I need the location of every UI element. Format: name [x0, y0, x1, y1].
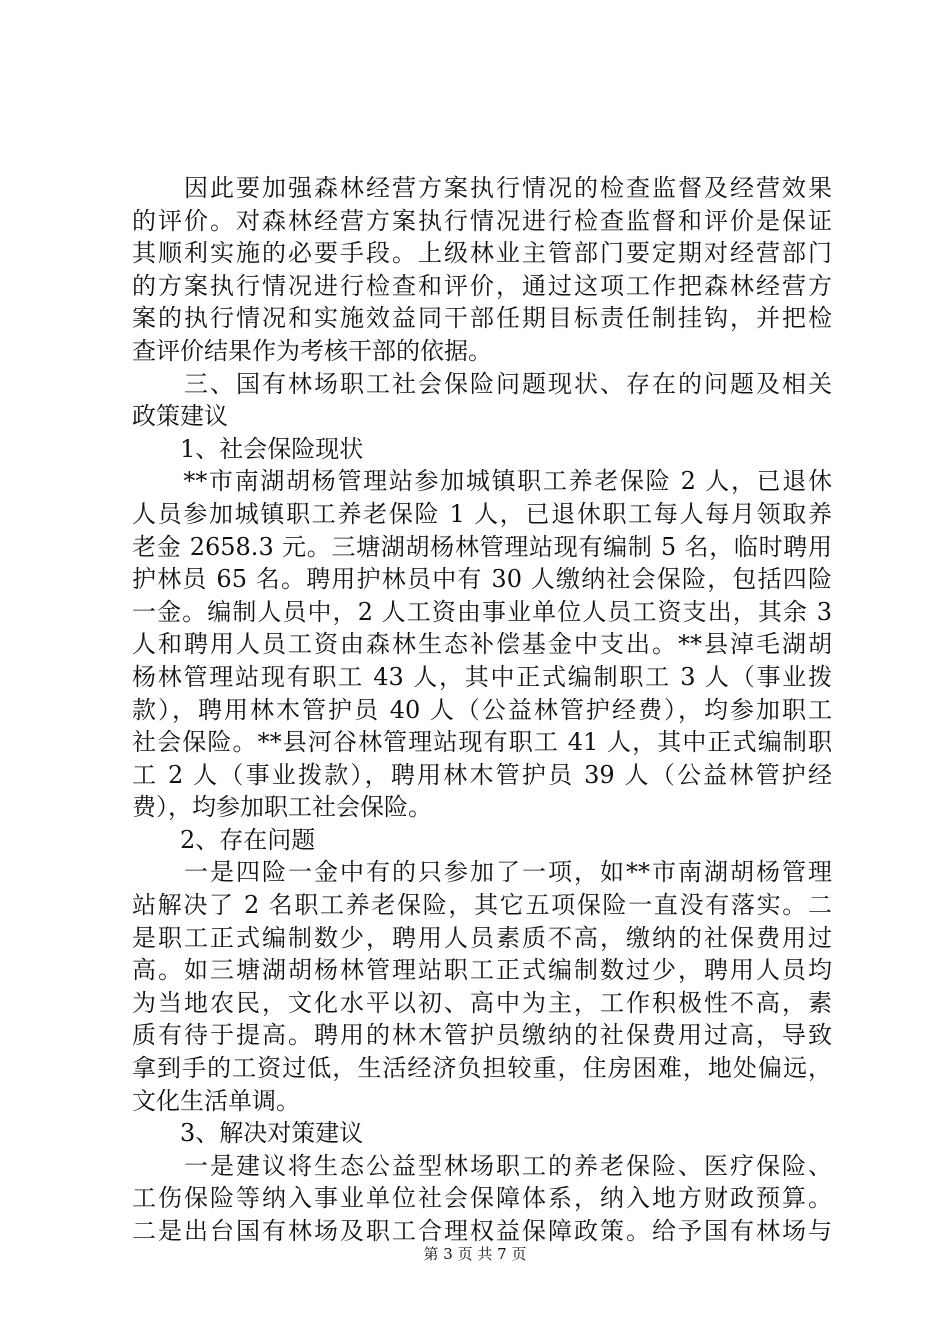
text-line: 是职工正式编制数少，聘用人员素质不高，缴纳的社保费用过: [132, 923, 832, 952]
text-line: 1、社会保险现状: [132, 434, 364, 463]
text-line: 拿到手的工资过低，生活经济负担较重，住房困难，地处偏远，: [132, 1054, 832, 1083]
text-line: 款），聘用林木管护员 40 人（公益林管护经费），均参加职工: [132, 695, 832, 724]
text-line: **市南湖胡杨管理站参加城镇职工养老保险 2 人，已退休: [132, 467, 832, 496]
text-line: 一是四险一金中有的只参加了一项，如**市南湖胡杨管理: [132, 858, 832, 887]
text-line: 三、国有林场职工社会保险问题现状、存在的问题及相关: [132, 369, 832, 398]
text-line: 护林员 65 名。聘用护林员中有 30 人缴纳社会保险，包括四险: [132, 565, 832, 594]
text-line: 政策建议: [132, 402, 228, 431]
text-line: 案的执行情况和实施效益同干部任期目标责任制挂钩，并把检: [132, 304, 832, 333]
text-line: 工 2 人（事业拨款），聘用林木管护员 39 人（公益林管护经: [132, 760, 832, 789]
text-line: 其顺利实施的必要手段。上级林业主管部门要定期对经营部门: [132, 239, 832, 268]
text-line: 的评价。对森林经营方案执行情况进行检查监督和评价是保证: [132, 206, 832, 235]
text-line: 人员参加城镇职工养老保险 1 人，已退休职工每人每月领取养: [132, 499, 832, 528]
page-number-label: 第 3 页 共 7 页: [423, 1245, 527, 1263]
text-line: 3、解决对策建议: [132, 1119, 364, 1148]
text-line: 2、存在问题: [132, 825, 316, 854]
text-line: 文化生活单调。: [132, 1086, 300, 1115]
text-line: 人和聘用人员工资由森林生态补偿基金中支出。**县淖毛湖胡: [132, 630, 832, 659]
text-line: 一是建议将生态公益型林场职工的养老保险、医疗保险、: [132, 1151, 832, 1180]
text-line: 一金。编制人员中，2 人工资由事业单位人员工资支出，其余 3: [132, 597, 832, 626]
text-line: 工伤保险等纳入事业单位社会保障体系，纳入地方财政预算。: [132, 1184, 832, 1213]
text-line: 站解决了 2 名职工养老保险，其它五项保险一直没有落实。二: [132, 891, 832, 920]
page-footer: [0, 1244, 950, 1264]
text-line: 查评价结果作为考核干部的依据。: [132, 336, 492, 365]
text-line: 质有待于提高。聘用的林木管护员缴纳的社保费用过高，导致: [132, 1021, 832, 1050]
document-body: [132, 172, 832, 1248]
text-line: 因此要加强森林经营方案执行情况的检查监督及经营效果: [132, 174, 832, 202]
text-line: 老金 2658.3 元。三塘湖胡杨林管理站现有编制 5 名，临时聘用: [132, 532, 832, 561]
text-line: 高。如三塘湖胡杨林管理站职工正式编制数过少，聘用人员均: [132, 956, 832, 985]
text-line: 为当地农民，文化水平以初、高中为主，工作积极性不高，素: [132, 988, 832, 1017]
text-line: 费），均参加职工社会保险。: [132, 793, 432, 822]
text-line: 二是出台国有林场及职工合理权益保障政策。给予国有林场与: [132, 1217, 832, 1245]
text-line: 杨林管理站现有职工 43 人，其中正式编制职工 3 人（事业拨: [132, 662, 832, 691]
text-line: 社会保险。**县河谷林管理站现有职工 41 人，其中正式编制职: [132, 728, 832, 757]
text-line: 的方案执行情况进行检查和评价，通过这项工作把森林经营方: [132, 271, 832, 300]
